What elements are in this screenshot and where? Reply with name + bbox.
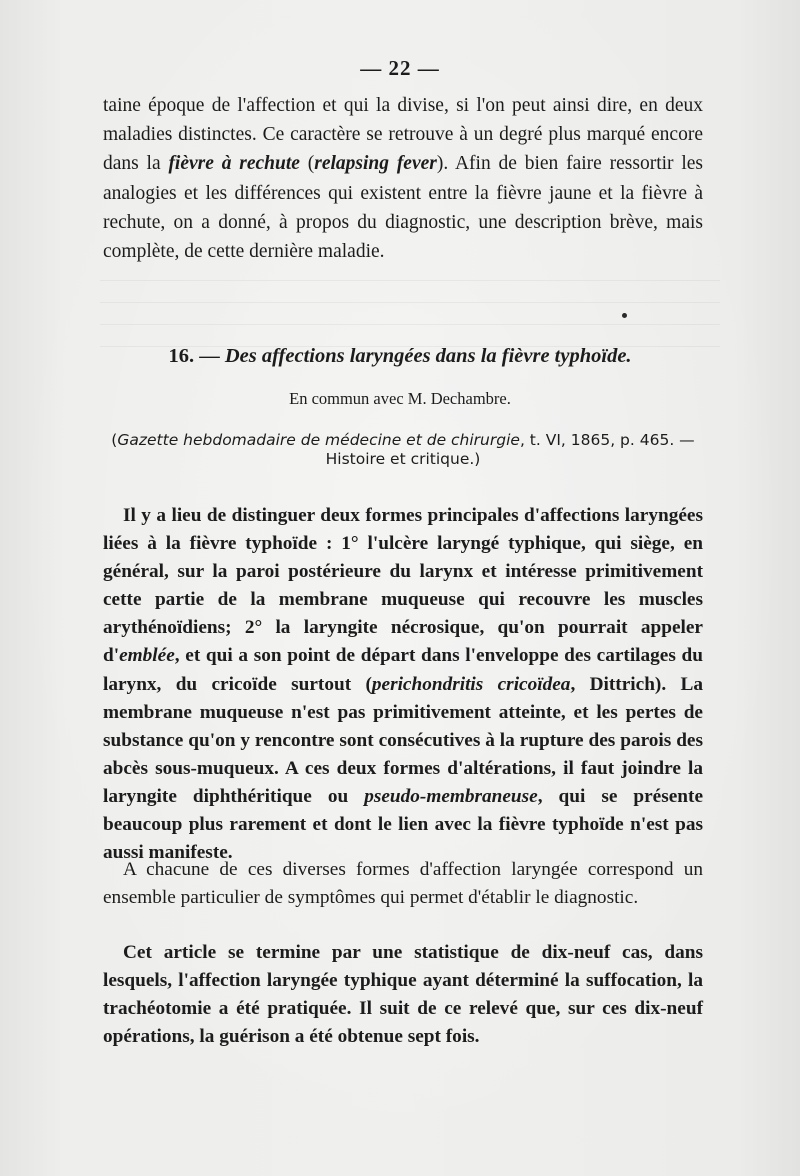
intro-paragraph	[103, 91, 703, 266]
intro-italic-relapsing-fever: relapsing fever	[314, 153, 437, 175]
body1-text-3: , Dittrich). La membrane muqueuse n'est pas primitivement atteinte, et les pertes de substance qu'on y rencontre sont consécutives à la rupture des parois des abcès sous-muqueux. A ces deux formes d'altérations, il faut joindre la laryngite diphthéritique ou	[103, 673, 703, 807]
body1-italic-pseudo-membraneuse: pseudo-membraneuse	[364, 785, 538, 807]
intro-italic-fievre-a-rechute: fièvre à rechute	[168, 153, 300, 175]
section-heading	[0, 345, 800, 368]
section-title: Des affections laryngées dans la fièvre typhoïde.	[224, 345, 632, 367]
body-paragraph-3: Cet article se termine par une statistique de dix-neuf cas, dans lesquels, l'affection laryngée typhique ayant déterminé la suffocation, la trachéotomie a été pratiquée. Il suit de ce relevé que, sur ces dix-neuf opérations, la guérison a été obtenue sept fois.	[103, 942, 703, 1048]
section-citation	[103, 431, 703, 469]
section-byline: En commun avec M. Dechambre.	[289, 389, 511, 408]
citation-journal: Gazette hebdomadaire de médecine et de chirurgie	[117, 431, 520, 449]
body1-italic-perichondritis: perichondritis cricoïdea	[371, 673, 571, 695]
ink-speck	[622, 313, 627, 318]
body1-text-1: Il y a lieu de distinguer deux formes principales d'affections laryngées liées à la fièvre typhoïde : 1° l'ulcère laryngé typhique, qui siège, en général, sur la paroi postérieure du larynx et intéresse primitivement cette partie de la membrane muqueuse qui recouvre les muscles arythénoïdiens; 2° la laryngite nécrosique, qu'on pourrait appeler d'	[103, 505, 703, 667]
body1-text-2: , et qui a son point de départ dans l'enveloppe des cartilages du larynx, du cricoïde surtout (	[103, 645, 703, 695]
page-number: — 22 —	[360, 56, 440, 80]
citation-open: (	[111, 431, 118, 449]
intro-text-1: taine époque de l'affection et qui la divise, si l'on peut ainsi dire, en deux maladies distinctes. Ce caractère se retrouve à un degré plus marqué encore dans la	[103, 95, 703, 175]
section-number: 16. —	[168, 345, 225, 367]
body-paragraph-2: A chacune de ces diverses formes d'affection laryngée correspond un ensemble particulier de symptômes qui permet d'établir le diagnostic.	[103, 859, 703, 909]
body-paragraph-1	[103, 502, 703, 867]
citation-rest: , t. VI, 1865, p. 465. — Histoire et critique.)	[325, 431, 695, 468]
body1-text-4: , qui se présente beaucoup plus rarement et dont le lien avec la fièvre typhoïde n'est pas aussi manifeste.	[103, 785, 703, 864]
intro-text-2: (	[299, 153, 315, 175]
body1-italic-emblee: emblée	[119, 645, 175, 667]
intro-text-3: ). Afin de bien faire ressortir les analogies et les différences qui existent entre la fièvre jaune et la fièvre à rechute, on a donné, à propos du diagnostic, une description brève, mais complète, de cette dernière maladie.	[103, 153, 704, 263]
